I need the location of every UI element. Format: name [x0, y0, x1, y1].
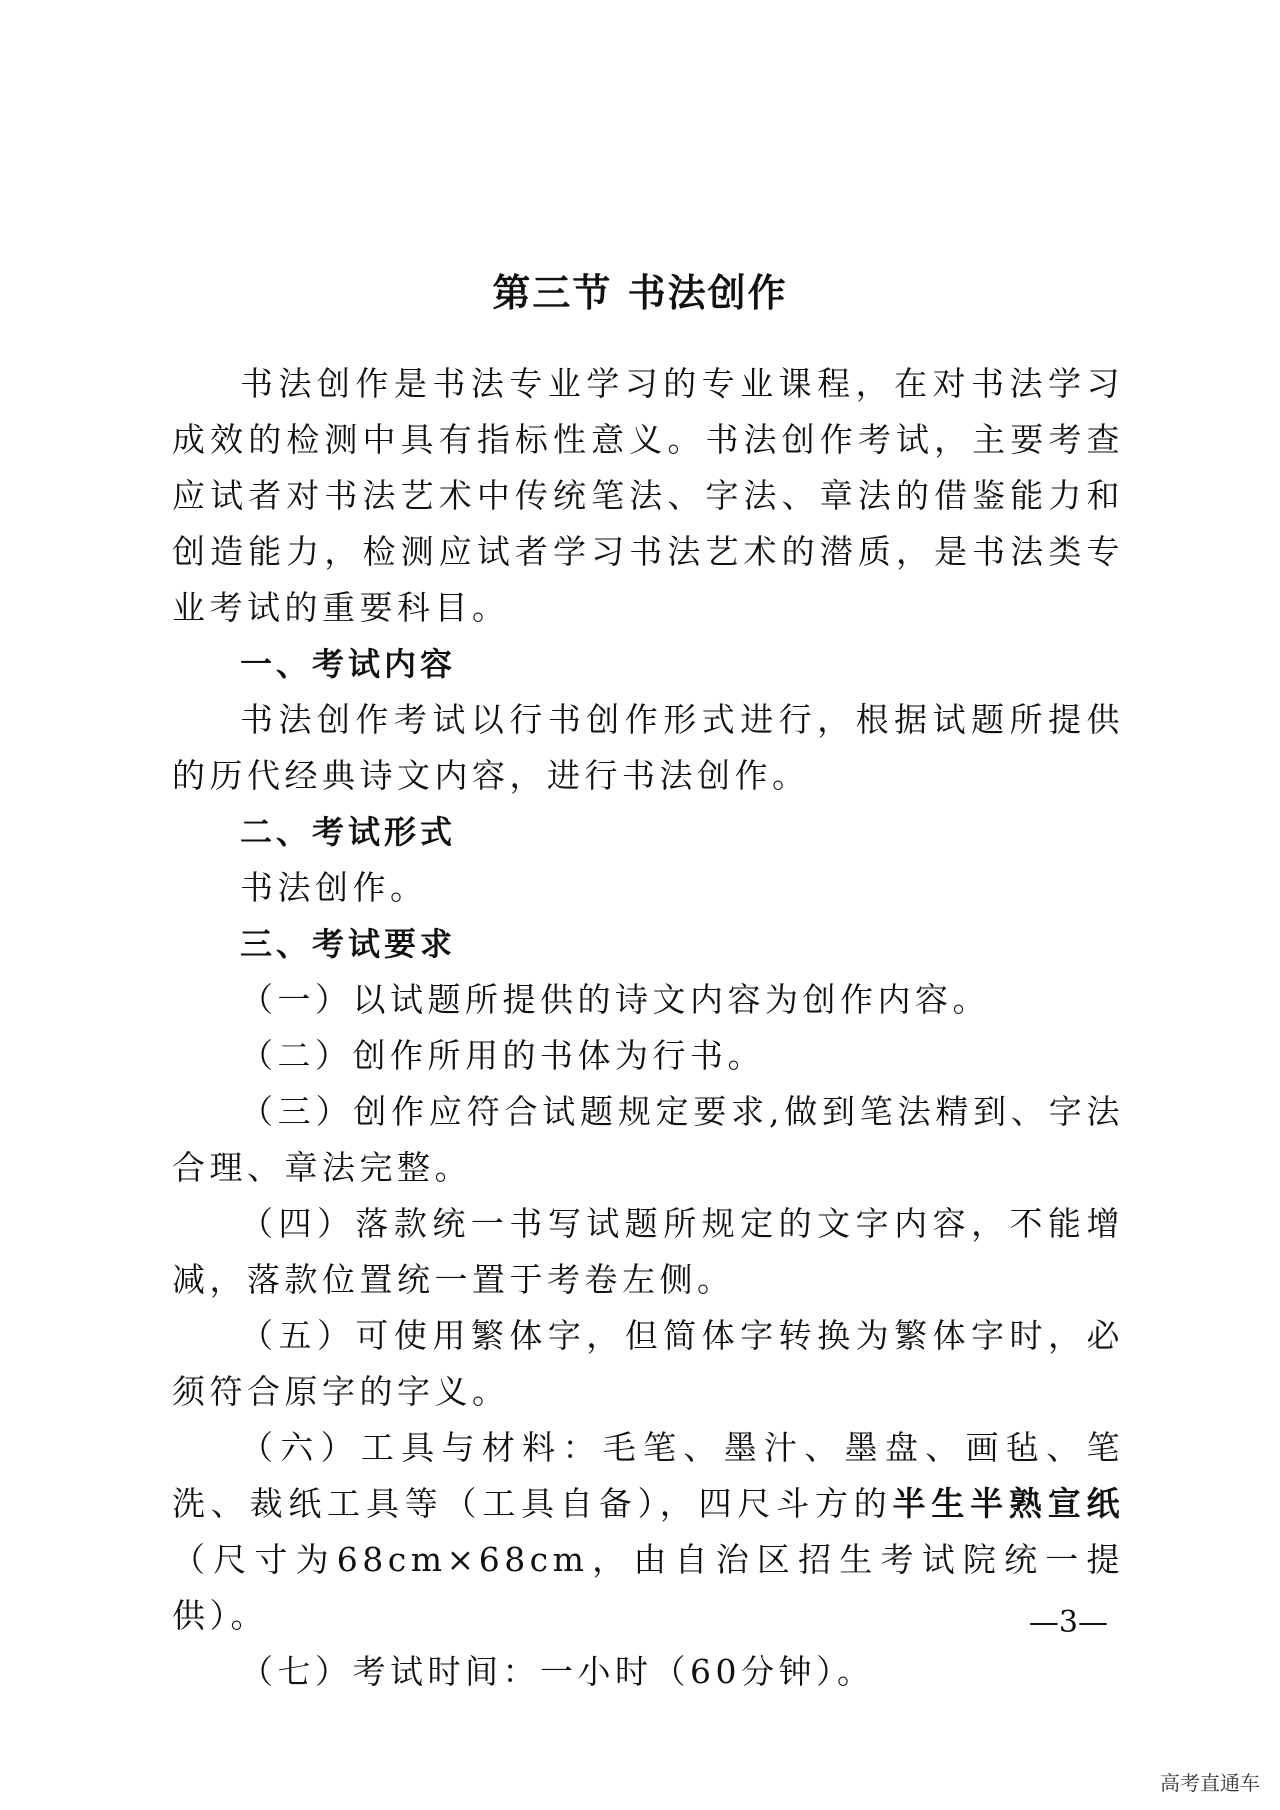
- requirement-item-6-text-before: （六）工具与材料：毛笔、墨汁、墨盘、画毡、笔洗、裁纸工具等（工具自备），四尺斗方的: [172, 1428, 1124, 1523]
- page-number: —3—: [1028, 1605, 1108, 1640]
- requirement-item-6-bold-text: 半生半熟宣纸: [892, 1484, 1125, 1523]
- exam-content-paragraph: 书法创作考试以行书创作形式进行，根据试题所提供的历代经典诗文内容，进行书法创作。: [172, 700, 1124, 795]
- heading-exam-requirements: 三、考试要求: [240, 925, 457, 963]
- requirement-item-7: （七）考试时间：一小时（60分钟）。: [240, 1652, 875, 1691]
- section-title: 第三节 书法创作: [492, 271, 788, 315]
- intro-paragraph: 书法创作是书法专业学习的专业课程，在对书法学习成效的检测中具有指标性意义。书法创作考试，主要考查应试者对书法艺术中传统笔法、字法、章法的借鉴能力和创造能力，检测应试者学习书法艺术的潜质，是书法类专业考试的重要科目。: [172, 364, 1124, 627]
- heading-exam-content: 一、考试内容: [240, 645, 457, 683]
- requirement-item-2: （二）创作所用的书体为行书。: [240, 1036, 765, 1075]
- requirement-item-4: （四）落款统一书写试题所规定的文字内容，不能增减，落款位置统一置于考卷左侧。: [172, 1204, 1124, 1299]
- heading-exam-format: 二、考试形式: [240, 813, 457, 851]
- requirement-item-3: （三）创作应符合试题规定要求,做到笔法精到、字法合理、章法完整。: [172, 1092, 1124, 1187]
- watermark: 高考直通车: [1160, 1771, 1260, 1795]
- document-body: [172, 356, 1124, 1700]
- requirement-item-5: （五）可使用繁体字，但简体字转换为繁体字时，必须符合原字的字义。: [172, 1316, 1124, 1411]
- requirement-item-1: （一）以试题所提供的诗文内容为创作内容。: [240, 980, 990, 1019]
- requirement-item-6-text-after: （尺寸为68cm×68cm，由自治区招生考试院统一提供）。: [172, 1540, 1124, 1635]
- exam-format-paragraph: 书法创作。: [240, 868, 428, 907]
- requirement-item-6: [172, 1420, 1124, 1644]
